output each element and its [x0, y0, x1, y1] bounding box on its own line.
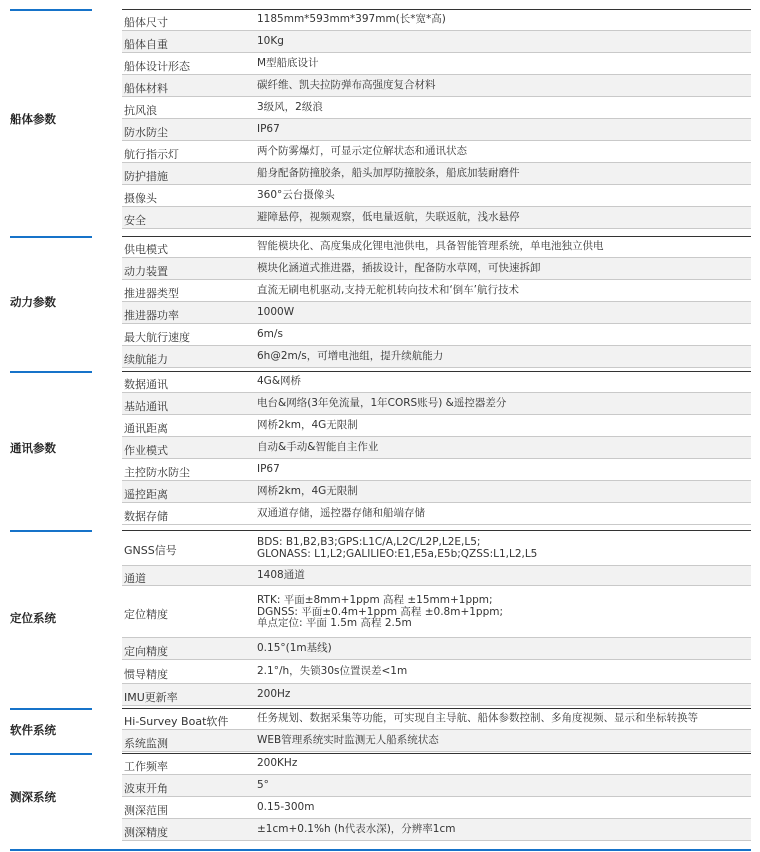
section: [0, 530, 760, 706]
row-value-line: 0.15-300m: [257, 801, 315, 813]
row-key: 波束开角: [124, 782, 168, 795]
section-title: 软件系统: [10, 723, 56, 737]
section: [0, 371, 760, 525]
table-row: [122, 503, 751, 525]
row-key: 遥控距离: [124, 488, 168, 501]
row-value-line: 智能模块化、高度集成化锂电池供电，具备智能管理系统，单电池独立供电: [257, 240, 604, 252]
row-value: [257, 307, 747, 319]
row-value: [257, 508, 747, 520]
row-key: 工作频率: [124, 760, 168, 773]
table-row: [122, 459, 751, 481]
table-row: [122, 753, 751, 775]
row-value-line: 5°: [257, 779, 269, 791]
row-value: [257, 212, 747, 224]
row-value-line: 0.15°(1m基线): [257, 642, 332, 654]
table-row: [122, 730, 751, 752]
row-value: [257, 329, 747, 341]
row-key: GNSS信号: [124, 544, 177, 557]
row-value: [257, 58, 747, 70]
table-row: [122, 119, 751, 141]
row-value: [257, 190, 747, 202]
row-value-line: 6m/s: [257, 328, 283, 340]
table-row: [122, 324, 751, 346]
row-value: [257, 80, 747, 92]
row-value: [257, 14, 747, 26]
row-key: 抗风浪: [124, 104, 157, 117]
table-row: [122, 638, 751, 660]
row-value: [257, 713, 747, 725]
row-value: [257, 486, 747, 498]
row-key: 推进器类型: [124, 287, 179, 300]
table-row: [122, 819, 751, 841]
table-row: [122, 415, 751, 437]
table-row: [122, 684, 751, 706]
table-row: [122, 53, 751, 75]
row-key: 防护措施: [124, 170, 168, 183]
row-value: [257, 285, 747, 297]
row-value: [257, 146, 747, 158]
table-row: [122, 97, 751, 119]
row-value-line: 2.1°/h，失锁30s位置误差<1m: [257, 665, 408, 677]
table-row: [122, 530, 751, 566]
table-row: [122, 371, 751, 393]
row-value: [257, 780, 747, 792]
table-row: [122, 775, 751, 797]
table-row: [122, 185, 751, 207]
row-value-line: IP67: [257, 463, 280, 475]
row-value-line: 1185mm*593mm*397mm(长*宽*高): [257, 13, 446, 25]
row-key: 动力装置: [124, 265, 168, 278]
row-value-line: ±1cm+0.1%h (h代表水深)，分辨率1cm: [257, 823, 456, 835]
row-divider: [122, 840, 751, 841]
row-value-line: M型船底设计: [257, 57, 319, 69]
section-rows: [122, 371, 751, 525]
table-row: [122, 437, 751, 459]
row-key: 惯导精度: [124, 668, 168, 681]
row-key: 推进器功率: [124, 309, 179, 322]
row-value-line: 电台&网络(3年免流量，1年CORS账号) &遥控器差分: [257, 397, 507, 409]
row-value: [257, 102, 747, 114]
table-row: [122, 207, 751, 229]
row-value: [257, 689, 747, 701]
row-divider: [122, 524, 751, 525]
row-key: 摄像头: [124, 192, 157, 205]
row-key: 通讯距离: [124, 422, 168, 435]
row-value: [257, 376, 747, 388]
table-row: [122, 280, 751, 302]
table-row: [122, 163, 751, 185]
row-value-line: DGNSS: 平面±0.4m+1ppm 高程 ±0.8m+1ppm;: [257, 605, 504, 618]
row-value: [257, 537, 747, 560]
table-row: [122, 236, 751, 258]
row-key: 基站通讯: [124, 400, 168, 413]
row-key: 航行指示灯: [124, 148, 179, 161]
row-value: [257, 570, 747, 582]
row-value-line: 双通道存储，遥控器存储和船端存储: [257, 507, 425, 519]
row-divider: [122, 228, 751, 229]
section: [0, 236, 760, 368]
row-key: 系统监测: [124, 737, 168, 750]
row-key: 测深范围: [124, 804, 168, 817]
row-value-line: GLONASS: L1,L2;GALILIEO:E1,E5a,E5b;QZSS:L1,L2,L5: [257, 547, 538, 560]
row-key: Hi-Survey Boat软件: [124, 715, 229, 728]
table-row: [122, 141, 751, 163]
table-row: [122, 31, 751, 53]
row-key: 船体设计形态: [124, 60, 190, 73]
row-divider: [122, 705, 751, 706]
section-title: 测深系统: [10, 790, 56, 804]
row-key: 数据通讯: [124, 378, 168, 391]
table-row: [122, 708, 751, 730]
row-value-line: 6h@2m/s，可增电池组，提升续航能力: [257, 350, 444, 362]
row-key: 最大航行速度: [124, 331, 190, 344]
row-divider: [122, 751, 751, 752]
row-value: [257, 824, 747, 836]
row-key: 防水防尘: [124, 126, 168, 139]
row-value-line: 船身配备防撞胶条，船头加厚防撞胶条，船底加装耐磨件: [257, 167, 520, 179]
row-divider: [122, 367, 751, 368]
section-rows: [122, 530, 751, 706]
row-value: [257, 398, 747, 410]
row-key: 续航能力: [124, 353, 168, 366]
row-value-line: 单点定位: 平面 1.5m 高程 2.5m: [257, 617, 412, 629]
row-key: 定向精度: [124, 645, 168, 658]
row-value: [257, 666, 747, 678]
row-value: [257, 442, 747, 454]
table-row: [122, 797, 751, 819]
section-title: 通讯参数: [10, 441, 56, 455]
row-value-line: 碳纤维、凯夫拉防弹布高强度复合材料: [257, 79, 436, 91]
row-value: [257, 124, 747, 136]
table-row: [122, 258, 751, 280]
section-title: 船体参数: [10, 112, 56, 126]
row-value: [257, 595, 747, 630]
table-row: [122, 346, 751, 368]
row-value-line: 1408通道: [257, 569, 305, 581]
section-title: 定位系统: [10, 611, 56, 625]
table-row: [122, 302, 751, 324]
table-row: [122, 481, 751, 503]
section-title: 动力参数: [10, 295, 56, 309]
table-row: [122, 75, 751, 97]
row-key: 船体尺寸: [124, 16, 168, 29]
row-value: [257, 241, 747, 253]
row-value-line: 10Kg: [257, 35, 284, 47]
row-value-line: IP67: [257, 123, 280, 135]
row-value-line: 自动&手动&智能自主作业: [257, 441, 379, 453]
row-value-line: 直流无刷电机驱动,支持无舵机转向技术和‘倒车’航行技术: [257, 284, 520, 296]
row-key: 主控防水防尘: [124, 466, 190, 479]
row-key: 船体材料: [124, 82, 168, 95]
row-value-line: 360°云台摄像头: [257, 189, 335, 201]
section-rows: [122, 708, 751, 752]
row-value-line: BDS: B1,B2,B3;GPS:L1C/A,L2C/L2P,L2E,L5;: [257, 536, 481, 548]
row-value-line: 模块化涵道式推进器，插拔设计，配备防水草网，可快速拆卸: [257, 262, 541, 274]
row-value-line: 两个防雾爆灯，可显示定位解状态和通讯状态: [257, 145, 467, 157]
row-value-line: 1000W: [257, 306, 295, 318]
row-key: 安全: [124, 214, 146, 227]
row-key: 数据存储: [124, 510, 168, 523]
row-key: IMU更新率: [124, 691, 178, 704]
section-rows: [122, 753, 751, 841]
bottom-rule: [10, 849, 751, 851]
row-key: 定位精度: [124, 608, 168, 621]
row-key: 作业模式: [124, 444, 168, 457]
row-value: [257, 643, 747, 655]
row-value: [257, 802, 747, 814]
row-value-line: 4G&网桥: [257, 375, 302, 387]
row-value: [257, 36, 747, 48]
section: [0, 753, 760, 841]
section: [0, 708, 760, 752]
row-key: 船体自重: [124, 38, 168, 51]
row-value-line: 3级风，2级浪: [257, 101, 323, 113]
table-row: [122, 586, 751, 638]
row-value: [257, 263, 747, 275]
row-value-line: 避障悬停，视频观察，低电量返航，失联返航，浅水悬停: [257, 211, 520, 223]
row-value: [257, 168, 747, 180]
row-value-line: 网桥2km，4G无限制: [257, 485, 358, 497]
row-value-line: 200KHz: [257, 757, 298, 769]
row-key: 供电模式: [124, 243, 168, 256]
row-value: [257, 464, 747, 476]
table-row: [122, 660, 751, 684]
section-rows: [122, 236, 751, 368]
row-value-line: RTK: 平面±8mm+1ppm 高程 ±15mm+1ppm;: [257, 594, 493, 606]
row-key: 通道: [124, 572, 146, 585]
table-row: [122, 393, 751, 415]
row-value: [257, 735, 747, 747]
row-value-line: 网桥2km，4G无限制: [257, 419, 358, 431]
row-value: [257, 758, 747, 770]
table-row: [122, 566, 751, 586]
section: [0, 9, 760, 229]
row-key: 测深精度: [124, 826, 168, 839]
row-value: [257, 420, 747, 432]
row-value-line: 200Hz: [257, 688, 291, 700]
row-value: [257, 351, 747, 363]
row-value-line: WEB管理系统实时监测无人船系统状态: [257, 734, 439, 746]
section-rows: [122, 9, 751, 229]
table-row: [122, 9, 751, 31]
row-value-line: 任务规划、数据采集等功能，可实现自主导航、船体参数控制、多角度视频、显示和坐标转换等: [257, 712, 698, 724]
